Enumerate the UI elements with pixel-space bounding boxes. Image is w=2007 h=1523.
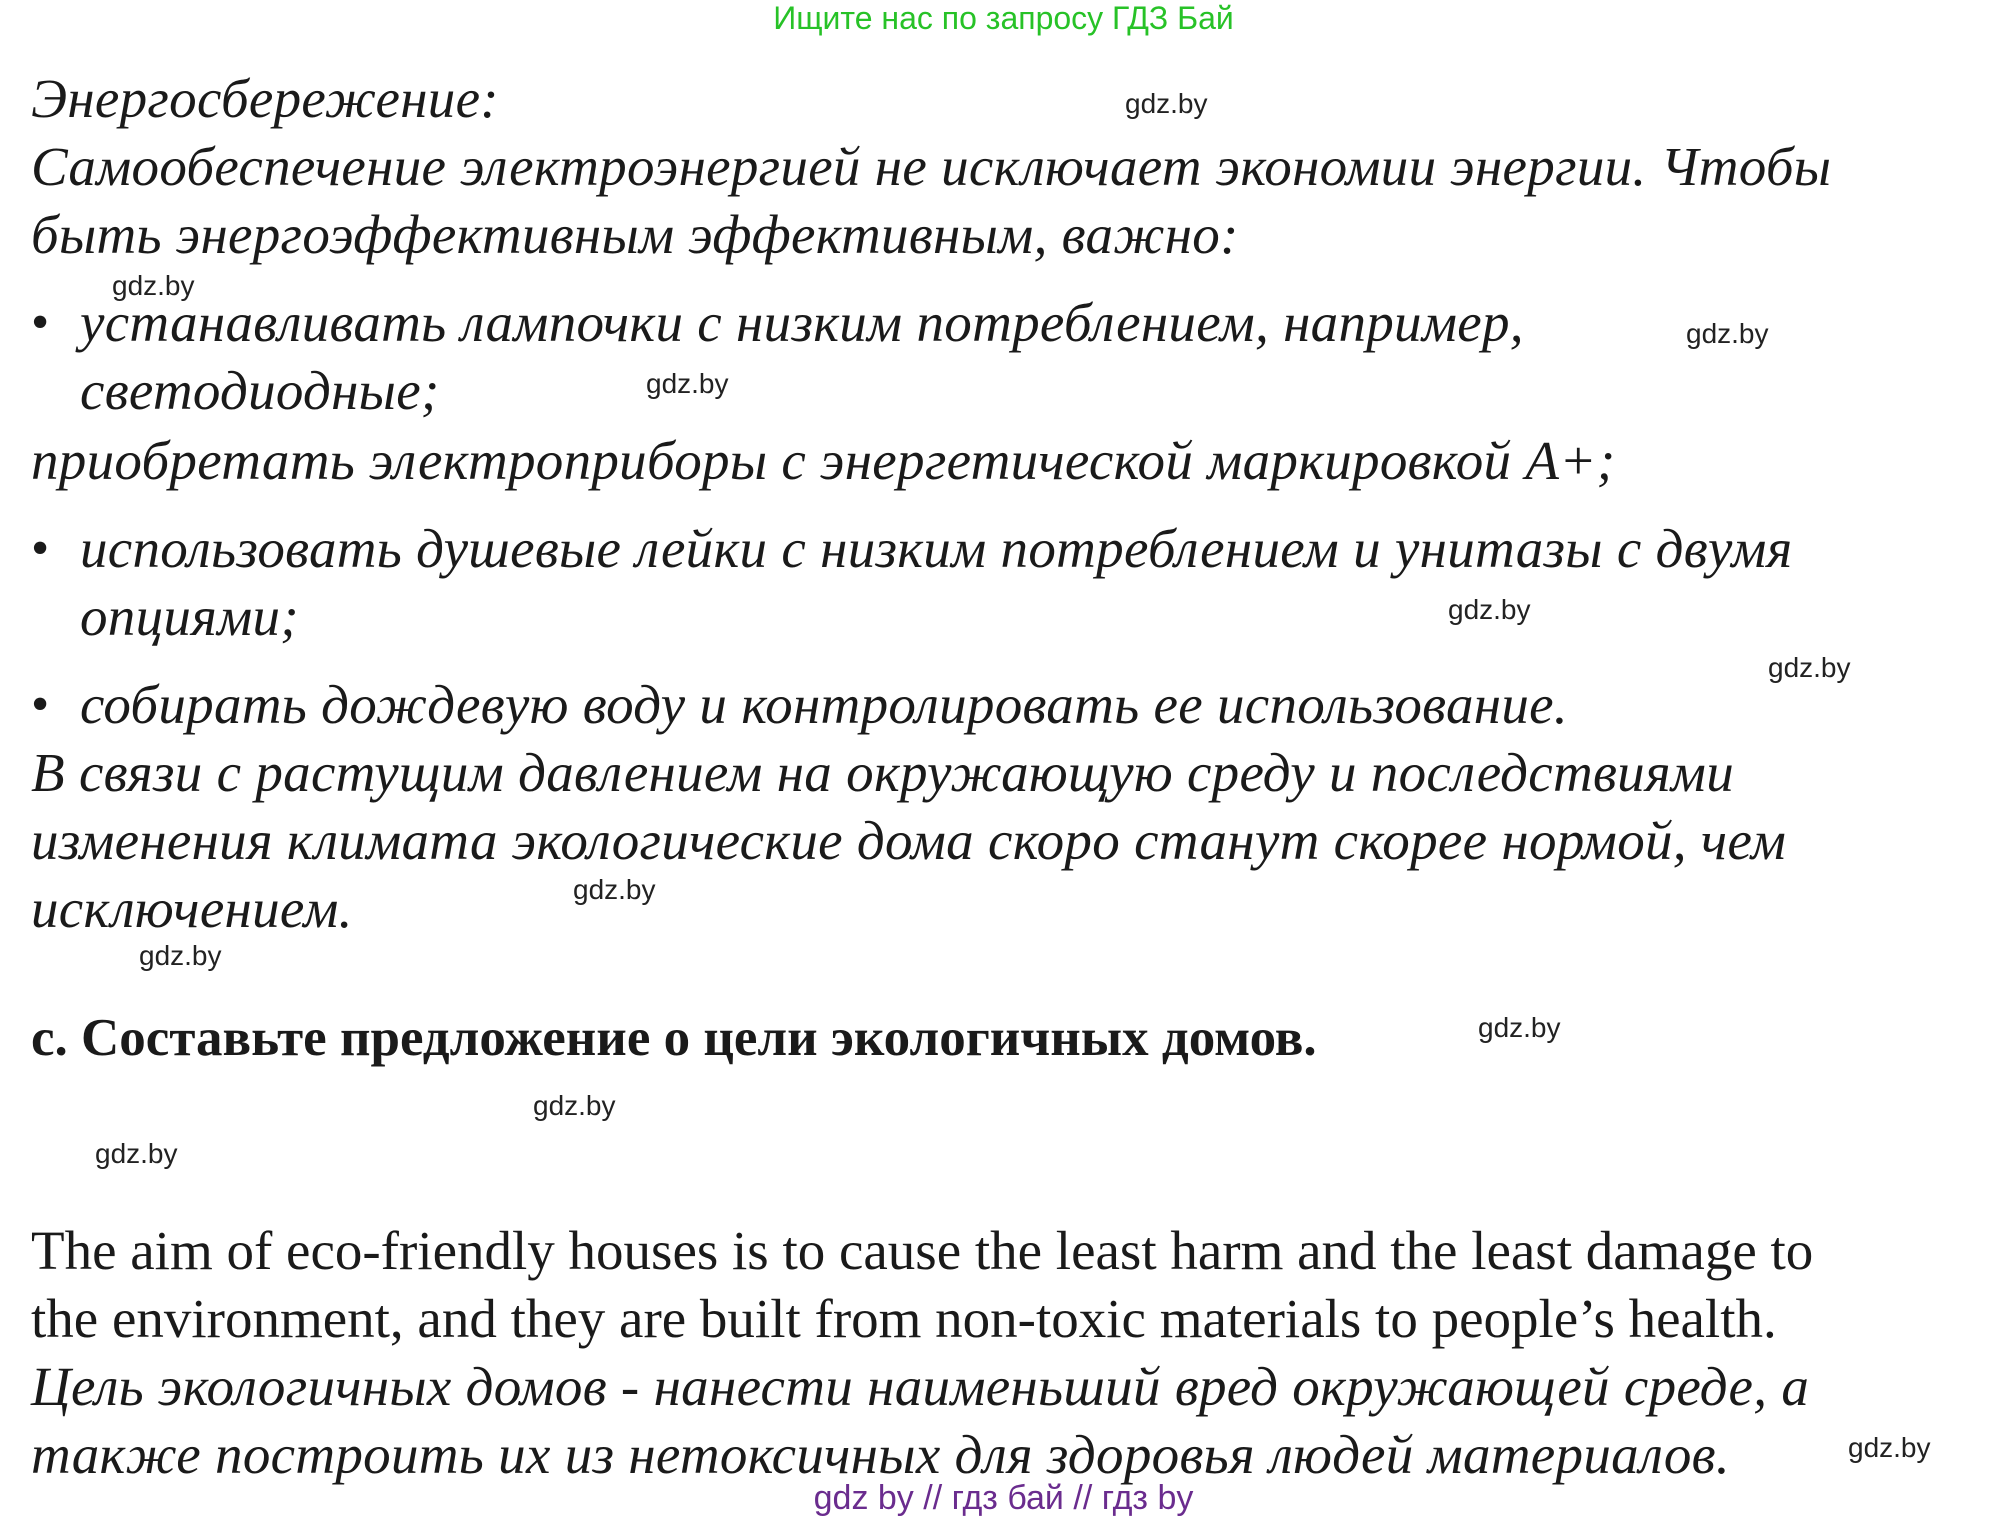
- answer-en-line-2: the environment, and they are built from non-toxic materials to people’s health.: [31, 1288, 1777, 1349]
- answer-en-line-1: The aim of eco-friendly houses is to cause the least harm and the least damage to: [31, 1220, 1814, 1281]
- watermark: gdz.by: [573, 874, 656, 905]
- watermark: gdz.by: [139, 940, 222, 971]
- conclusion-line-2: изменения климата экологические дома скоро станут скорее нормой, чем: [31, 810, 1787, 871]
- answer-ru-line-2: также построить их из нетоксичных для здоровья людей материалов.: [31, 1424, 1730, 1485]
- watermark: gdz.by: [1768, 652, 1851, 683]
- bullet-marker-3: •: [31, 676, 50, 733]
- conclusion-line-1: В связи с растущим давлением на окружающую среду и последствиями: [31, 742, 1735, 803]
- watermark: gdz.by: [95, 1138, 178, 1169]
- bullet-1-line-2: светодиодные;: [80, 360, 440, 421]
- bullet-2-line-2: опциями;: [80, 586, 299, 647]
- footer-links[interactable]: gdz by // гдз бай // гдз by: [813, 1479, 1194, 1517]
- watermark: gdz.by: [1478, 1012, 1561, 1043]
- watermark: gdz.by: [1125, 88, 1208, 119]
- bullet-marker-2: •: [31, 520, 50, 577]
- section-title: Энергосбережение:: [31, 68, 499, 129]
- watermark: gdz.by: [646, 368, 729, 399]
- intro-line-1: Самообеспечение электроэнергией не исключает экономии энергии. Чтобы: [31, 136, 1832, 197]
- answer-ru-line-1: Цель экологичных домов - нанести наименьший вред окружающей среде, а: [31, 1356, 1810, 1417]
- bullet-2-line-1: использовать душевые лейки с низким потреблением и унитазы с двумя: [80, 518, 1793, 579]
- conclusion-line-3: исключением.: [31, 878, 353, 939]
- watermark: gdz.by: [1686, 318, 1769, 349]
- plain-item: приобретать электроприборы с энергетической маркировкой А+;: [31, 430, 1616, 491]
- watermark: gdz.by: [1848, 1432, 1931, 1463]
- watermark: gdz.by: [1448, 594, 1531, 625]
- watermark: gdz.by: [533, 1090, 616, 1121]
- bullet-marker-1: •: [31, 294, 50, 351]
- intro-line-2: быть энергоэффективным эффективным, важно:: [31, 204, 1239, 265]
- bullet-1-line-1: устанавливать лампочки с низким потреблением, например,: [80, 292, 1524, 353]
- bullet-3: собирать дождевую воду и контролировать ее использование.: [80, 674, 1568, 735]
- task-c-heading: c. Составьте предложение о цели экологичных домов.: [31, 1009, 1317, 1067]
- watermark: gdz.by: [112, 270, 195, 301]
- search-hint-banner: Ищите нас по запросу ГДЗ Бай: [773, 0, 1234, 36]
